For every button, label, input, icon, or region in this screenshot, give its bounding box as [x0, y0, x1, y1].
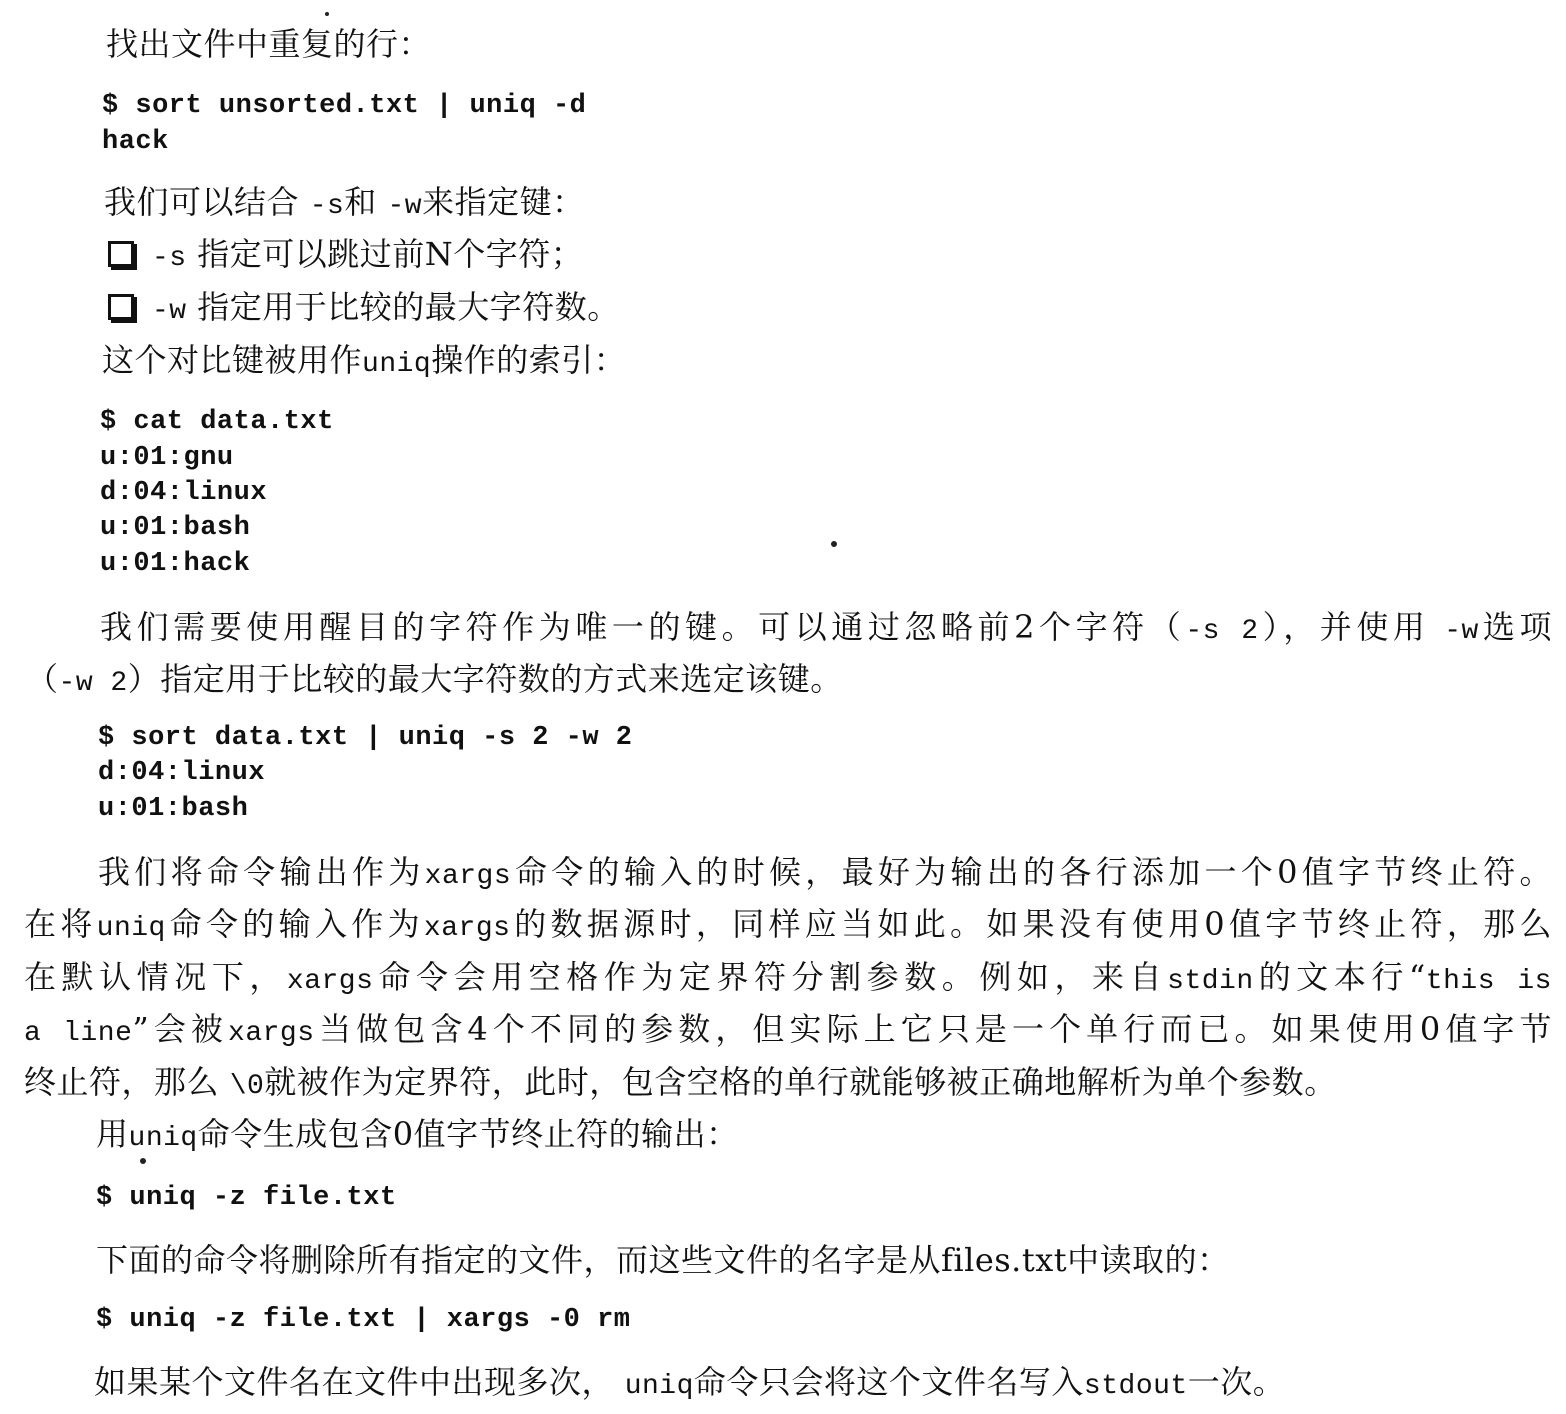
code-out-linux: d:04:linux	[98, 758, 266, 788]
scan-speck	[325, 12, 329, 16]
code-out-bash: u:01:bash	[98, 794, 249, 824]
code-output-hack: hack	[102, 127, 169, 157]
bullet-item-w: -w 指定用于比较的最大字符数。	[108, 287, 620, 332]
heading-find-duplicates: 找出文件中重复的行：	[106, 25, 432, 63]
scan-speck	[831, 541, 837, 547]
paragraph-xargs-5: 终止符，那么 \0就被作为定界符，此时，包含空格的单行就能够被正确地解析为单个参数。	[24, 1063, 1337, 1102]
paragraph-delete-files: 下面的命令将删除所有指定的文件，而这些文件的名字是从files.txt中读取的：	[96, 1241, 1230, 1279]
checkbox-bullet-icon	[108, 294, 134, 320]
code-uniq-z: $ uniq -z file.txt	[96, 1183, 397, 1213]
paragraph-xargs-1: 我们将命令输出作为xargs命令的输入的时候，最好为输出的各行添加一个0值字节终止符。	[98, 853, 1552, 892]
checkbox-bullet-icon	[108, 241, 134, 267]
paragraph-compare-key: 这个对比键被用作uniq操作的索引：	[102, 341, 627, 380]
paragraph-unique-key-cont: （-w 2）指定用于比较的最大字符数的方式来选定该键。	[26, 660, 843, 699]
code-sort-uniq-d: $ sort unsorted.txt | uniq -d	[102, 91, 587, 121]
bullet-item-s: -s 指定可以跳过前N个字符；	[108, 234, 583, 279]
scan-speck	[140, 1158, 146, 1164]
paragraph-uniq-z: 用uniq命令生成包含0值字节终止符的输出：	[96, 1115, 739, 1154]
code-uniq-xargs-rm: $ uniq -z file.txt | xargs -0 rm	[96, 1305, 631, 1335]
paragraph-unique-key: 我们需要使用醒目的字符作为唯一的键。可以通过忽略前2个字符（-s 2），并使用 -w选项	[100, 608, 1552, 647]
code-line-bash: u:01:bash	[100, 513, 251, 543]
code-sort-uniq-sw: $ sort data.txt | uniq -s 2 -w 2	[98, 723, 633, 753]
paragraph-xargs-2: 在将uniq命令的输入作为xargs的数据源时，同样应当如此。如果没有使用0值字节终止符，那么	[24, 905, 1552, 944]
code-line-hack: u:01:hack	[100, 549, 251, 579]
code-cat-data: $ cat data.txt	[100, 407, 334, 437]
paragraph-xargs-4: a line”会被xargs当做包含4个不同的参数，但实际上它只是一个单行而已。如果使用0值字节	[24, 1010, 1552, 1049]
paragraph-combine-options: 我们可以结合 -s和 -w来指定键：	[104, 183, 585, 222]
paragraph-stdout-once: 如果某个文件名在文件中出现多次， uniq命令只会将这个文件名写入stdout一次。	[94, 1363, 1286, 1402]
code-line-gnu: u:01:gnu	[100, 443, 234, 473]
code-line-linux: d:04:linux	[100, 478, 268, 508]
paragraph-xargs-3: 在默认情况下，xargs命令会用空格作为定界符分割参数。例如，来自stdin的文本行“this is	[24, 958, 1552, 997]
